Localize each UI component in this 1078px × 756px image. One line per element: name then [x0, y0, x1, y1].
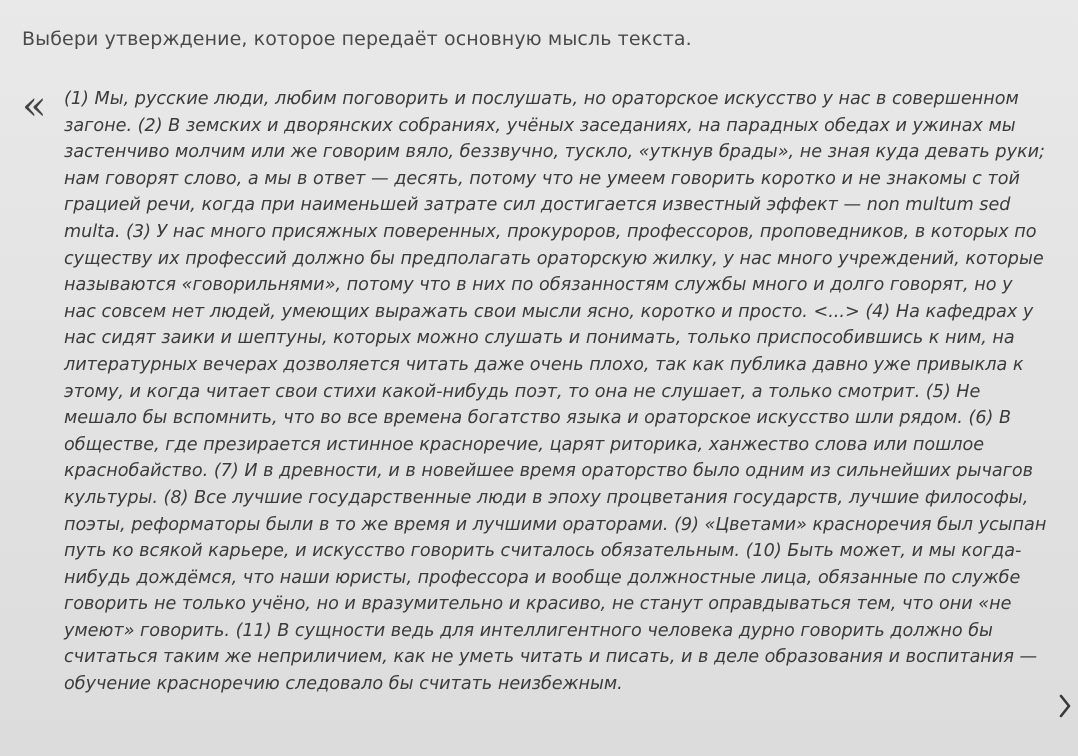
- next-button[interactable]: [1056, 692, 1074, 720]
- passage-text: (1) Мы, русские люди, любим поговорить и послушать, но ораторское искусство у нас в совершенном загоне. (2) В земских и дворянских собраниях, учёных заседаниях, на парадных обедах и ужинах мы застенчиво молчим или же говорим вяло, беззвучно, тускло, «уткнув брады», не зная куда девать руки; нам говорят слово, а мы в ответ — десять, потому что не умеем говорить коротко и не знакомы с той грацией речи, когда при наименьшей затрате сил достигается известный эффект — non multum sed multa. (3) У нас много присяжных поверенных, прокуроров, профессоров, проповедников, в которых по существу их профессий должно бы предполагать ораторскую жилку, у нас много учреждений, которые называются «говорильнями», потому что в них по обязанностям службы много и долго говорят, но у нас совсем нет людей, умеющих выражать свои мысли ясно, коротко и просто. <...> (4) На кафедрах у нас сидят заики и шептуны, которых можно слушать и понимать, только приспособившись к ним, на литературных вечерах дозволяется читать даже очень плохо, так как публика давно уже привыкла к этому, и когда читает свои стихи какой-нибудь поэт, то она не слушает, а только смотрит. (5) Не мешало бы вспомнить, что во все времена богатство языка и ораторское искусство шли рядом. (6) В обществе, где презирается истинное красноречие, царят риторика, ханжество слова или пошлое краснобайство. (7) И в древности, и в новейшее время ораторство было одним из сильнейших рычагов культуры. (8) Все лучшие государственные люди в эпоху процветания государств, лучшие философы, поэты, реформаторы были в то же время и лучшими ораторами. (9) «Цветами» красноречия был усыпан путь ко всякой карьере, и искусство говорить считалось обязательным. (10) Быть может, и мы когда-нибудь дождёмся, что наши юристы, профессора и вообще должностные лица, обязанные по службе говорить не только учёно, но и вразумительно и красиво, не станут оправдываться тем, что они «не умеют» говорить. (11) В сущности ведь для интеллигентного человека дурно говорить должно бы считаться таким же неприличием, как не уметь читать и писать, и в деле образования и воспитания — обучение красноречию следовало бы считать неизбежным.: [64, 89, 1047, 695]
- chevron-right-icon: [1058, 693, 1072, 719]
- task-prompt: Выбери утверждение, которое передаёт основную мысль текста.: [22, 28, 692, 50]
- quote-open-icon: «: [22, 83, 47, 129]
